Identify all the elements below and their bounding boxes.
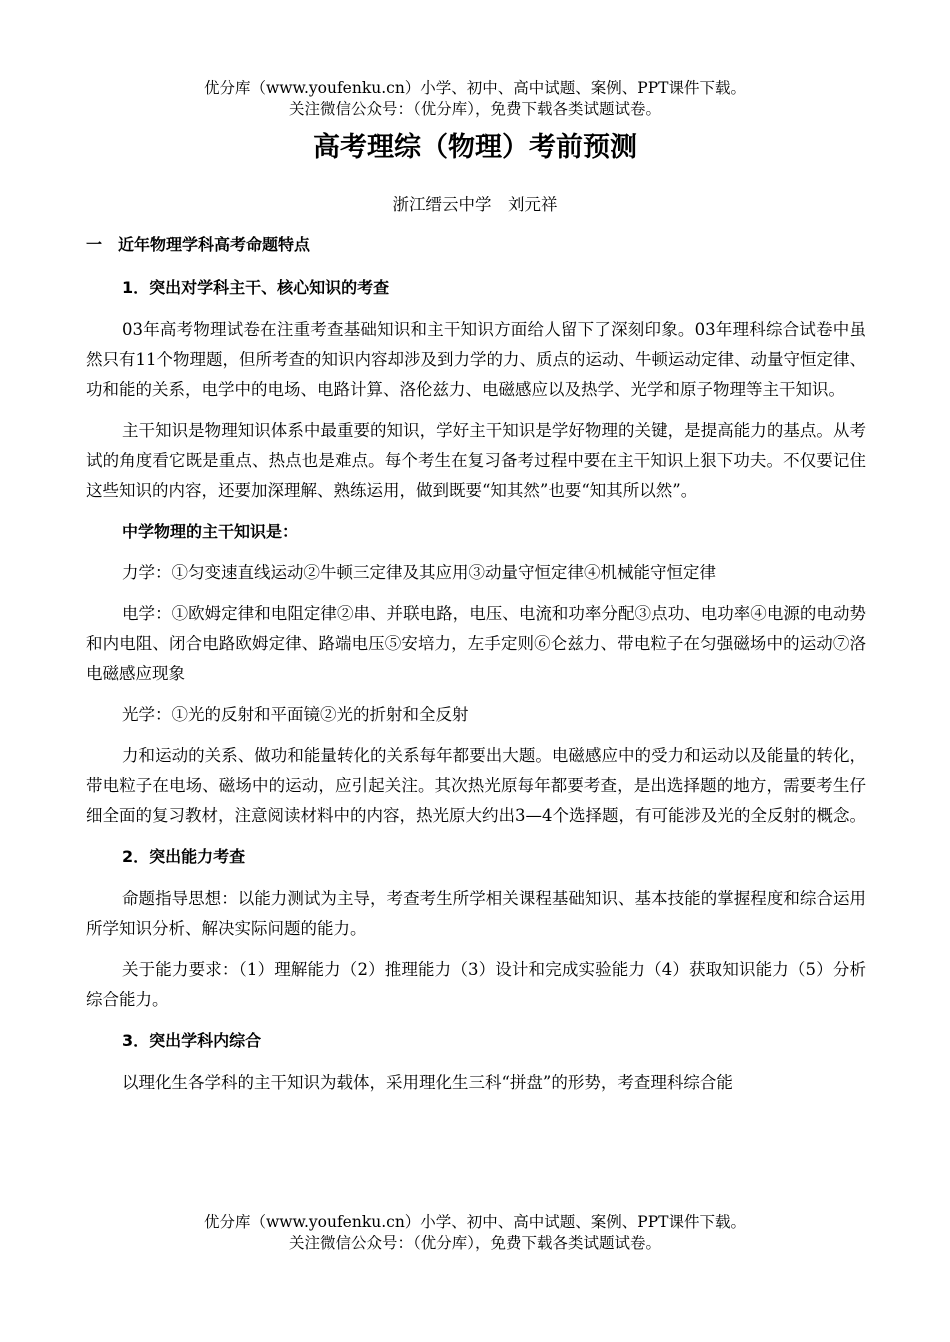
author-line: 浙江缙云中学 刘元祥: [392, 195, 558, 214]
page-header: [0, 78, 950, 120]
paragraph: 力和运动的关系、做功和能量转化的关系每年都要出大题。电磁感应中的受力和运动以及能量的转化，带电粒子在电场、磁场中的运动，应引起关注。其次热光原每年都要考查，是出选择题的地方，需要考生仔细全面的复习教材，注意阅读材料中的内容，热光原大约出3—4个选择题，有可能涉及光的全反射的概念。: [86, 746, 866, 825]
paragraph: 以理化生各学科的主干知识为载体，采用理化生三科“拼盘”的形势，考查理科综合能: [122, 1073, 733, 1092]
subsection-heading-1: 1．突出对学科主干、核心知识的考查: [122, 278, 390, 297]
mechanics-list: 力学：①匀变速直线运动②牛顿三定律及其应用③动量守恒定律④机械能守恒定律: [122, 563, 716, 582]
header-line-1: 优分库（www.youfenku.cn）小学、初中、高中试题、案例、PPT课件下载。: [203, 79, 747, 97]
header-line-2: 关注微信公众号：（优分库），免费下载各类试题试卷。: [288, 100, 661, 118]
paragraph: 主干知识是物理知识体系中最重要的知识，学好主干知识是学好物理的关键，是提高能力的基点。从考试的角度看它既是重点、热点也是难点。每个考生在复习备考过程中要在主干知识上狠下功夫。不仅要记住这些知识的内容，还要加深理解、熟练运用，做到既要“知其然”也要“知其所以然”。: [86, 421, 866, 500]
subsection-heading-3: 3．突出学科内综合: [122, 1031, 262, 1050]
subsection-heading-2: 2．突出能力考查: [122, 847, 246, 866]
page-footer: [0, 1212, 950, 1254]
footer-line-1: 优分库（www.youfenku.cn）小学、初中、高中试题、案例、PPT课件下载。: [203, 1213, 747, 1231]
electricity-list: 电学：①欧姆定律和电阻定律②串、并联电路，电压、电流和功率分配③点功、电功率④电源的电动势和内电阻、闭合电路欧姆定律、路端电压⑤安培力，左手定则⑥仑兹力、带电粒子在匀强磁场中的运动⑦洛电磁感应现象: [86, 604, 866, 683]
paragraph: 03年高考物理试卷在注重考查基础知识和主干知识方面给人留下了深刻印象。03年理科综合试卷中虽然只有11个物理题，但所考查的知识内容却涉及到力学的力、质点的运动、牛顿运动定律、动量守恒定律、功和能的关系，电学中的电场、电路计算、洛伦兹力、电磁感应以及热学、光学和原子物理等主干知识。: [86, 320, 866, 399]
document-title: 高考理综（物理）考前预测: [313, 132, 637, 163]
document-body: [86, 230, 866, 1109]
list-lead: 中学物理的主干知识是：: [122, 522, 299, 541]
paragraph: 命题指导思想：以能力测试为主导，考查考生所学相关课程基础知识、基本技能的掌握程度和综合运用所学知识分析、解决实际问题的能力。: [86, 889, 866, 938]
footer-line-2: 关注微信公众号：（优分库），免费下载各类试题试卷。: [288, 1234, 661, 1252]
paragraph: 关于能力要求：（1）理解能力（2）推理能力（3）设计和完成实验能力（4）获取知识能力（5）分析综合能力。: [86, 960, 866, 1009]
section-heading: 一 近年物理学科高考命题特点: [86, 235, 311, 254]
optics-list: 光学：①光的反射和平面镜②光的折射和全反射: [122, 705, 469, 724]
